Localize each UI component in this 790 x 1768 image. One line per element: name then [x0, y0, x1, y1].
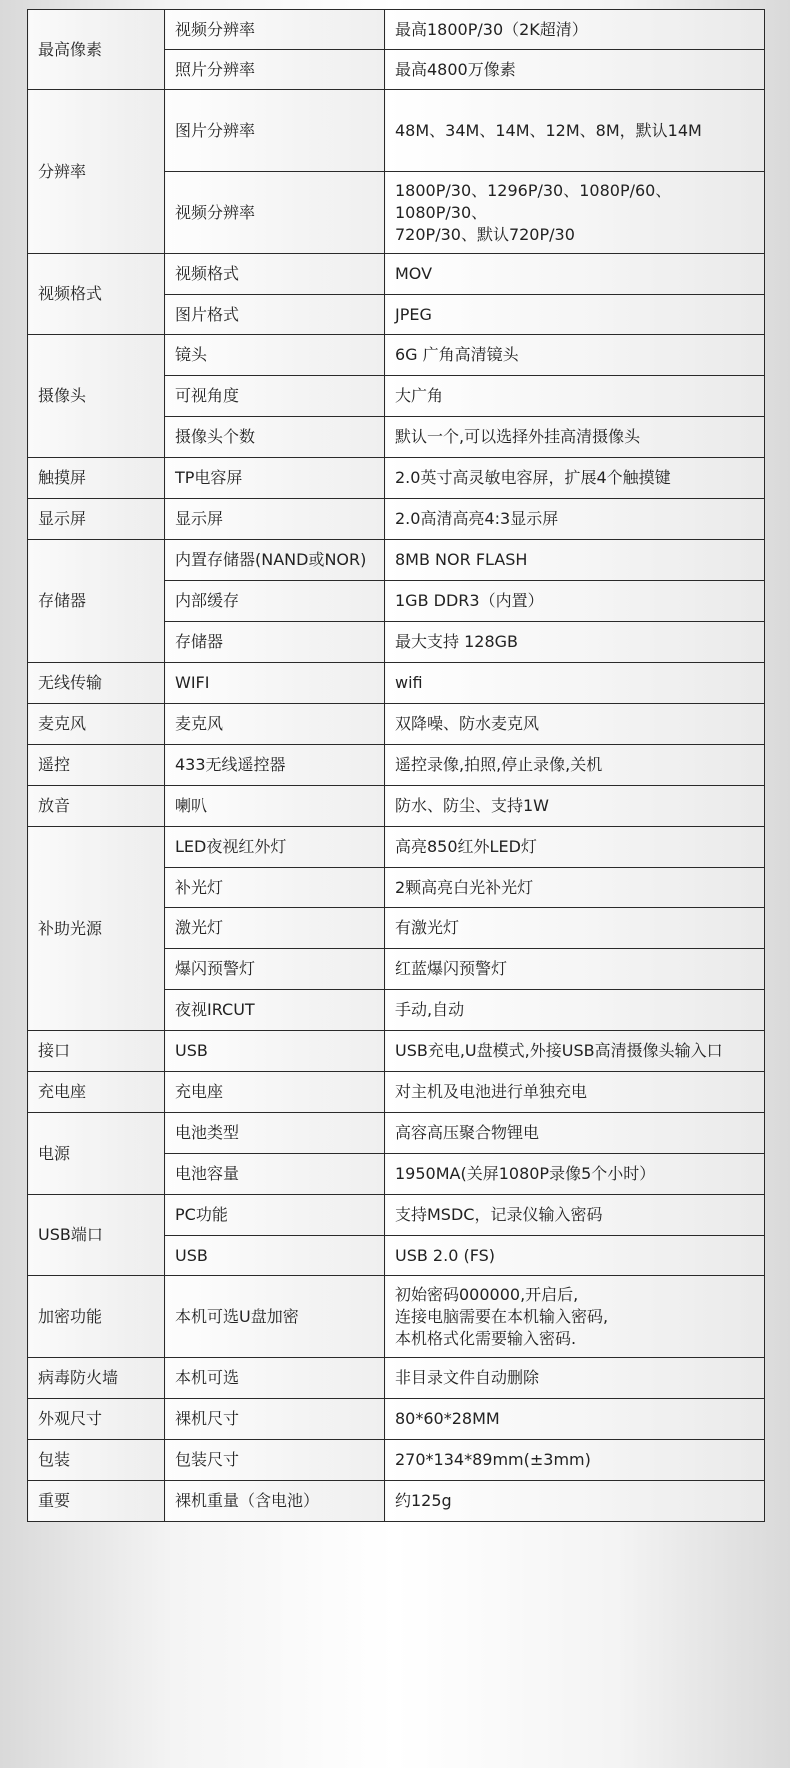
value-cell: 防水、防尘、支持1W: [385, 786, 765, 827]
value-cell: 手动,自动: [385, 990, 765, 1031]
value-cell: 默认一个,可以选择外挂高清摄像头: [385, 417, 765, 458]
value-cell: 最高4800万像素: [385, 50, 765, 90]
value-cell: 80*60*28MM: [385, 1399, 765, 1440]
item-cell: 夜视IRCUT: [165, 990, 385, 1031]
spec-table: [27, 9, 765, 1522]
spec-row: [28, 1440, 765, 1481]
spec-row: [28, 827, 765, 868]
category-cell: 补助光源: [28, 827, 165, 1031]
category-cell: USB端口: [28, 1195, 165, 1276]
item-cell: 显示屏: [165, 499, 385, 540]
spec-row: [28, 1195, 765, 1236]
category-cell: 麦克风: [28, 704, 165, 745]
category-cell: 显示屏: [28, 499, 165, 540]
spec-row: [28, 1481, 765, 1522]
value-cell: 2颗高亮白光补光灯: [385, 868, 765, 908]
spec-row: [28, 254, 765, 295]
spec-row: [28, 335, 765, 376]
item-cell: 补光灯: [165, 868, 385, 908]
item-cell: 可视角度: [165, 376, 385, 417]
item-cell: 裸机重量（含电池）: [165, 1481, 385, 1522]
value-cell: 对主机及电池进行单独充电: [385, 1072, 765, 1113]
spec-row: [28, 540, 765, 581]
spec-row: [28, 1399, 765, 1440]
spec-table-body: [28, 10, 765, 1522]
item-cell: 视频格式: [165, 254, 385, 295]
item-cell: 裸机尺寸: [165, 1399, 385, 1440]
item-cell: TP电容屏: [165, 458, 385, 499]
spec-row: [28, 10, 765, 50]
value-cell: 红蓝爆闪预警灯: [385, 949, 765, 990]
category-cell: 分辨率: [28, 90, 165, 254]
category-cell: 放音: [28, 786, 165, 827]
item-cell: PC功能: [165, 1195, 385, 1236]
item-cell: 包装尺寸: [165, 1440, 385, 1481]
value-cell: wifi: [385, 663, 765, 704]
spec-row: [28, 1358, 765, 1399]
value-cell: 2.0高清高亮4:3显示屏: [385, 499, 765, 540]
item-cell: 麦克风: [165, 704, 385, 745]
category-cell: 摄像头: [28, 335, 165, 458]
category-cell: 遥控: [28, 745, 165, 786]
value-cell: 非目录文件自动删除: [385, 1358, 765, 1399]
item-cell: 内部缓存: [165, 581, 385, 622]
item-cell: 本机可选U盘加密: [165, 1276, 385, 1358]
spec-row: [28, 663, 765, 704]
category-cell: 充电座: [28, 1072, 165, 1113]
category-cell: 外观尺寸: [28, 1399, 165, 1440]
spec-row: [28, 1276, 765, 1358]
item-cell: 喇叭: [165, 786, 385, 827]
category-cell: 包装: [28, 1440, 165, 1481]
item-cell: USB: [165, 1236, 385, 1276]
item-cell: 镜头: [165, 335, 385, 376]
spec-row: [28, 786, 765, 827]
spec-row: [28, 704, 765, 745]
value-cell: 最大支持 128GB: [385, 622, 765, 663]
value-cell: 48M、34M、14M、12M、8M，默认14M: [385, 90, 765, 172]
category-cell: 电源: [28, 1113, 165, 1195]
item-cell: 电池类型: [165, 1113, 385, 1154]
item-cell: 图片格式: [165, 295, 385, 335]
item-cell: 视频分辨率: [165, 172, 385, 254]
item-cell: 电池容量: [165, 1154, 385, 1195]
value-cell: USB 2.0 (FS): [385, 1236, 765, 1276]
item-cell: 内置存储器(NAND或NOR): [165, 540, 385, 581]
category-cell: 接口: [28, 1031, 165, 1072]
value-cell: 270*134*89mm(±3mm): [385, 1440, 765, 1481]
item-cell: 充电座: [165, 1072, 385, 1113]
category-cell: 视频格式: [28, 254, 165, 335]
value-cell: 6G 广角高清镜头: [385, 335, 765, 376]
item-cell: LED夜视红外灯: [165, 827, 385, 868]
item-cell: WIFI: [165, 663, 385, 704]
category-cell: 无线传输: [28, 663, 165, 704]
item-cell: 433无线遥控器: [165, 745, 385, 786]
spec-row: [28, 1113, 765, 1154]
value-cell: 约125g: [385, 1481, 765, 1522]
item-cell: 视频分辨率: [165, 10, 385, 50]
category-cell: 最高像素: [28, 10, 165, 90]
value-cell: 高容高压聚合物锂电: [385, 1113, 765, 1154]
value-cell: 初始密码000000,开启后, 连接电脑需要在本机输入密码, 本机格式化需要输入密码.: [385, 1276, 765, 1358]
spec-table-container: [27, 9, 764, 1522]
item-cell: 摄像头个数: [165, 417, 385, 458]
value-cell: MOV: [385, 254, 765, 295]
value-cell: 遥控录像,拍照,停止录像,关机: [385, 745, 765, 786]
category-cell: 重要: [28, 1481, 165, 1522]
value-cell: 有激光灯: [385, 908, 765, 949]
item-cell: 存储器: [165, 622, 385, 663]
category-cell: 触摸屏: [28, 458, 165, 499]
value-cell: 双降噪、防水麦克风: [385, 704, 765, 745]
spec-row: [28, 499, 765, 540]
item-cell: 图片分辨率: [165, 90, 385, 172]
spec-row: [28, 1031, 765, 1072]
value-cell: 1950MA(关屏1080P录像5个小时）: [385, 1154, 765, 1195]
spec-row: [28, 90, 765, 172]
category-cell: 存储器: [28, 540, 165, 663]
value-cell: 最高1800P/30（2K超清）: [385, 10, 765, 50]
category-cell: 病毒防火墙: [28, 1358, 165, 1399]
value-cell: 支持MSDC，记录仪输入密码: [385, 1195, 765, 1236]
value-cell: 2.0英寸高灵敏电容屏，扩展4个触摸键: [385, 458, 765, 499]
spec-row: [28, 1072, 765, 1113]
item-cell: 照片分辨率: [165, 50, 385, 90]
value-cell: JPEG: [385, 295, 765, 335]
value-cell: 1GB DDR3（内置）: [385, 581, 765, 622]
value-cell: 8MB NOR FLASH: [385, 540, 765, 581]
spec-row: [28, 458, 765, 499]
item-cell: 本机可选: [165, 1358, 385, 1399]
spec-row: [28, 745, 765, 786]
value-cell: USB充电,U盘模式,外接USB高清摄像头输入口: [385, 1031, 765, 1072]
item-cell: USB: [165, 1031, 385, 1072]
value-cell: 高亮850红外LED灯: [385, 827, 765, 868]
category-cell: 加密功能: [28, 1276, 165, 1358]
item-cell: 爆闪预警灯: [165, 949, 385, 990]
value-cell: 1800P/30、1296P/30、1080P/60、1080P/30、 720P/30、默认720P/30: [385, 172, 765, 254]
value-cell: 大广角: [385, 376, 765, 417]
item-cell: 激光灯: [165, 908, 385, 949]
